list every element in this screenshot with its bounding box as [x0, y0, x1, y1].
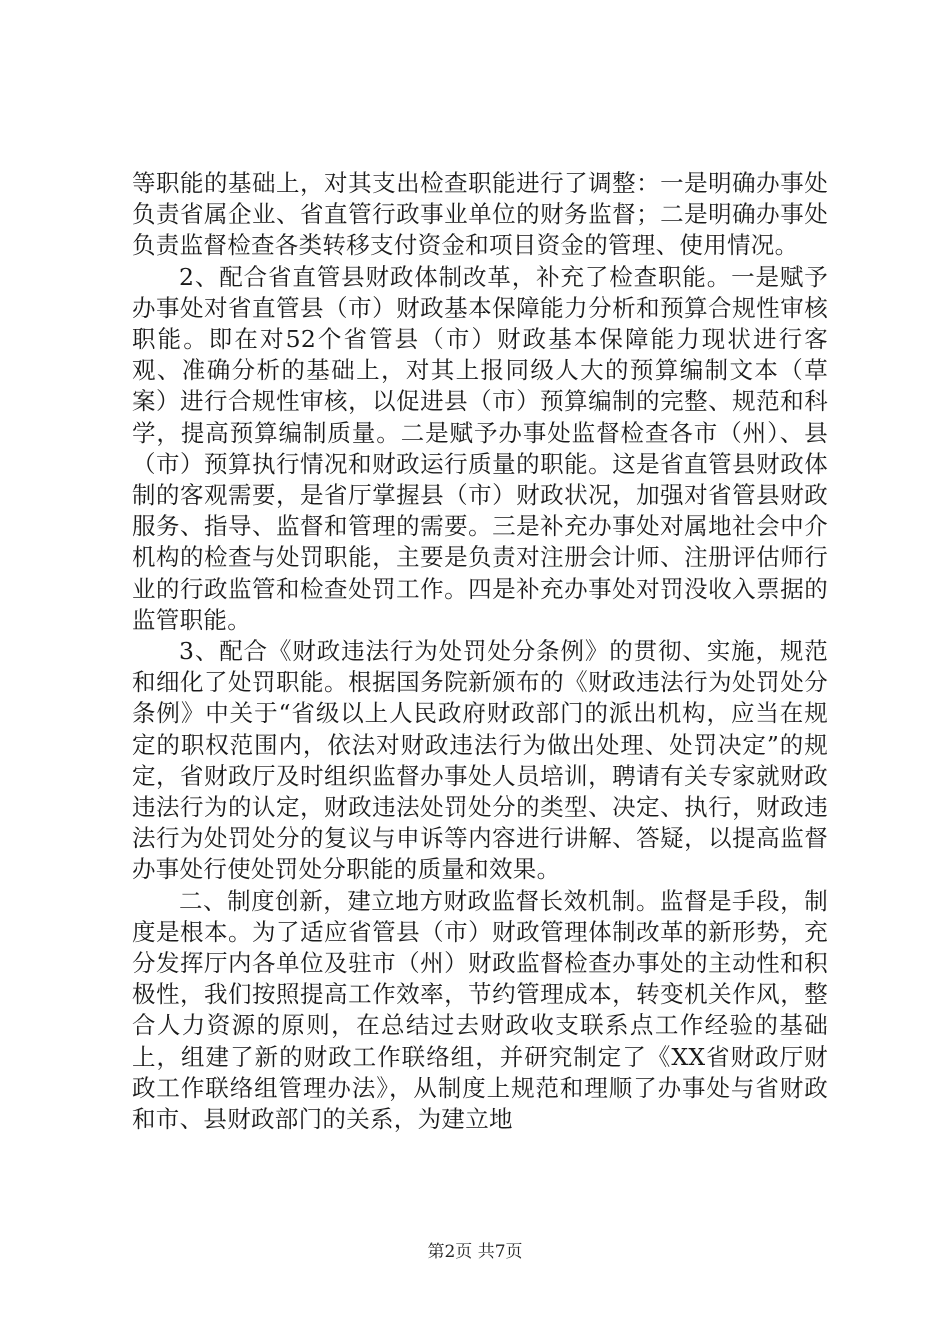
page-number: 第2页 共7页: [427, 1242, 523, 1262]
paragraph-continuation: 等职能的基础上，对其支出检查职能进行了调整：一是明确办事处负责省属企业、省直管行政事业单位的财务监督；二是明确办事处负责监督检查各类转移支付资金和项目资金的管理、使用情况。: [132, 169, 828, 260]
page-footer: [0, 1241, 950, 1263]
paragraph-section-2: 二、制度创新，建立地方财政监督长效机制。监督是手段，制度是根本。为了适应省管县（市）财政管理体制改革的新形势，充分发挥厅内各单位及驻市（州）财政监督检查办事处的主动性和积极性，我们按照提高工作效率，节约管理成本，转变机关作风，整合人力资源的原则，在总结过去财政收支联系点工作经验的基础上，组建了新的财政工作联络组，并研究制定了《XX省财政厅财政工作联络组管理办法》，从制度上规范和理顺了办事处与省财政和市、县财政部门的关系，为建立地: [132, 886, 828, 1134]
paragraph-item-2: 2、配合省直管县财政体制改革，补充了检查职能。一是赋予办事处对省直管县（市）财政基本保障能力分析和预算合规性审核职能。即在对52个省管县（市）财政基本保障能力现状进行客观、准确分析的基础上，对其上报同级人大的预算编制文本（草案）进行合规性审核，以促进县（市）预算编制的完整、规范和科学，提高预算编制质量。二是赋予办事处监督检查各市（州）、县（市）预算执行情况和财政运行质量的职能。这是省直管县财政体制的客观需要，是省厅掌握县（市）财政状况，加强对省管县财政服务、指导、监督和管理的需要。三是补充办事处对属地社会中介机构的检查与处罚职能，主要是负责对注册会计师、注册评估师行业的行政监管和检查处罚工作。四是补充办事处对罚没收入票据的监管职能。: [132, 262, 828, 634]
document-body: [132, 168, 828, 1135]
paragraph-item-3: 3、配合《财政违法行为处罚处分条例》的贯彻、实施，规范和细化了处罚职能。根据国务院新颁布的《财政违法行为处罚处分条例》中关于“省级以上人民政府财政部门的派出机构，应当在规定的职权范围内，依法对财政违法行为做出处理、处罚决定”的规定，省财政厅及时组织监督办事处人员培训，聘请有关专家就财政违法行为的认定，财政违法处罚处分的类型、决定、执行，财政违法行为处罚处分的复议与申诉等内容进行讲解、答疑，以提高监督办事处行使处罚处分职能的质量和效果。: [132, 637, 828, 884]
